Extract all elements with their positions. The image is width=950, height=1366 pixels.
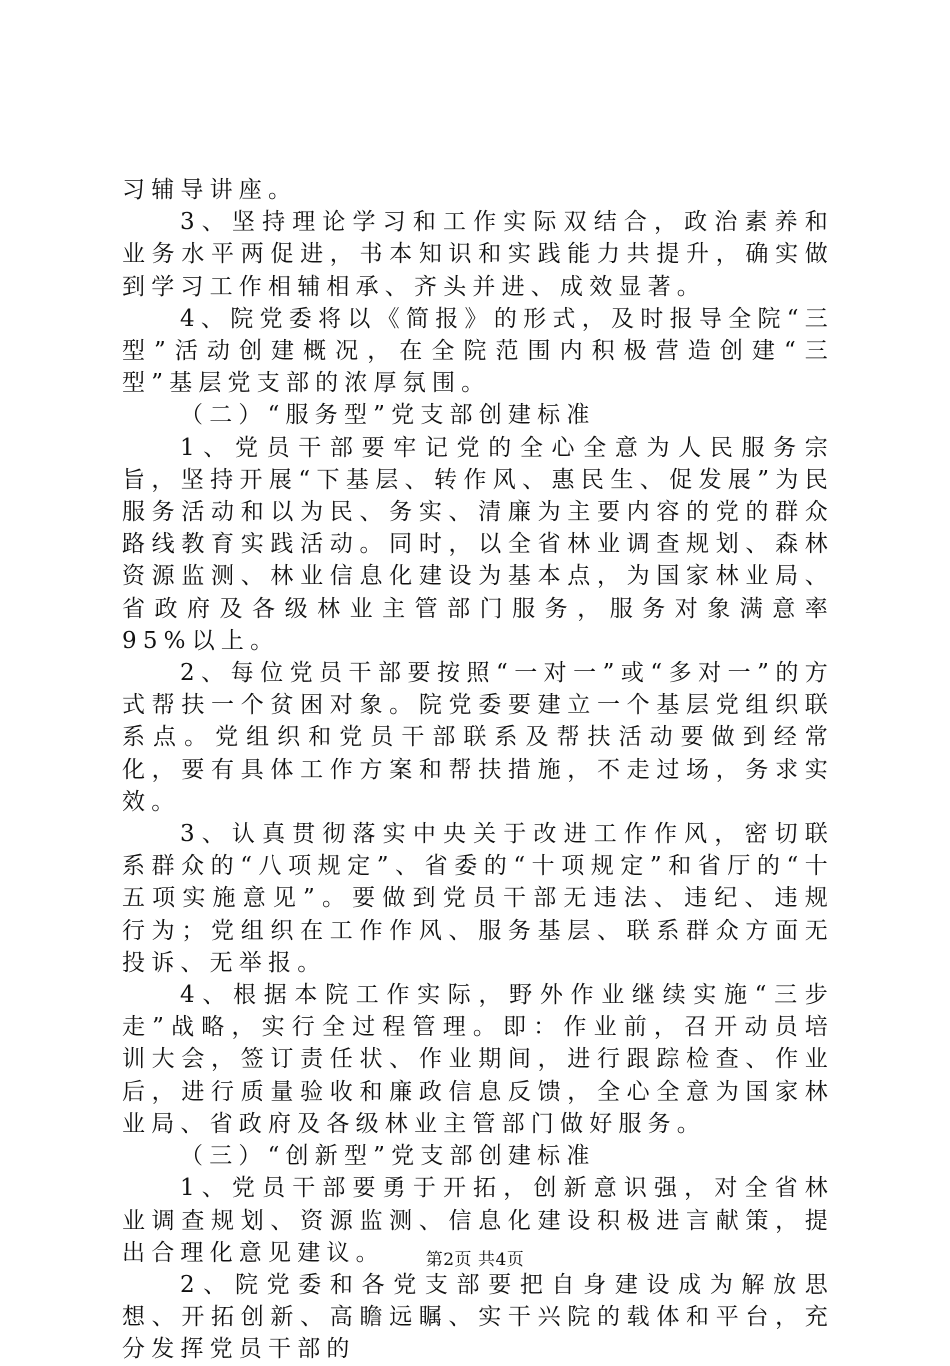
paragraph-service-4: 4、根据本院工作实际，野外作业继续实施“三步走”战略，实行全过程管理。即：作业前，召开动员培训大会，签订责任状、作业期间，进行跟踪检查、作业后，进行质量验收和廉政信息反馈，全心全意为国家林业局、省政府及各级林业主管部门做好服务。 (122, 982, 834, 1137)
paragraph-item-4: 4、院党委将以《简报》的形式，及时报导全院“三型”活动创建概况，在全院范围内积极营造创建“三型”基层党支部的浓厚氛围。 (122, 305, 834, 397)
paragraph-service-1: 1、党员干部要牢记党的全心全意为人民服务宗旨，坚持开展“下基层、转作风、惠民生、促发展”为民服务活动和以为民、务实、清廉为主要内容的党的群众路线教育实践活动。同时，以全省林业调查规划、森林资源监测、林业信息化建设为基本点，为国家林业局、省政府及各级林业主管部门服务，服务对象满意率95%以上。 (122, 434, 834, 654)
paragraph-service-3: 3、认真贯彻落实中央关于改进工作作风，密切联系群众的“八项规定”、省委的“十项规定”和省厅的“十五项实施意见”。要做到党员干部无违法、违纪、违规行为；党组织在工作作风、服务基层、联系群众方面无投诉、无举报。 (122, 821, 834, 976)
section-heading-innovation: （三）“创新型”党支部创建标准 (180, 1143, 596, 1170)
paragraph-innovation-2: 2、院党委和各党支部要把自身建设成为解放思想、开拓创新、高瞻远瞩、实干兴院的载体和平台，充分发挥党员干部的 (122, 1271, 834, 1363)
paragraph-continuation: 习辅导讲座。 (122, 177, 298, 203)
section-heading-service: （二）“服务型”党支部创建标准 (180, 402, 596, 429)
document-body (122, 174, 834, 1366)
paragraph-service-2: 2、每位党员干部要按照“一对一”或“多对一”的方式帮扶一个贫困对象。院党委要建立一个基层党组织联系点。党组织和党员干部联系及帮扶活动要做到经常化，要有具体工作方案和帮扶措施，不走过场，务求实效。 (122, 660, 834, 815)
page-number-footer: 第2页 共4页 (425, 1250, 525, 1270)
paragraph-innovation-1: 1、党员干部要勇于开拓，创新意识强，对全省林业调查规划、资源监测、信息化建设积极进言献策，提出合理化意见建议。 (122, 1175, 834, 1266)
paragraph-item-3: 3、坚持理论学习和工作实际双结合，政治素养和业务水平两促进，书本知识和实践能力共提升，确实做到学习工作相辅相承、齐头并进、成效显著。 (122, 209, 834, 300)
